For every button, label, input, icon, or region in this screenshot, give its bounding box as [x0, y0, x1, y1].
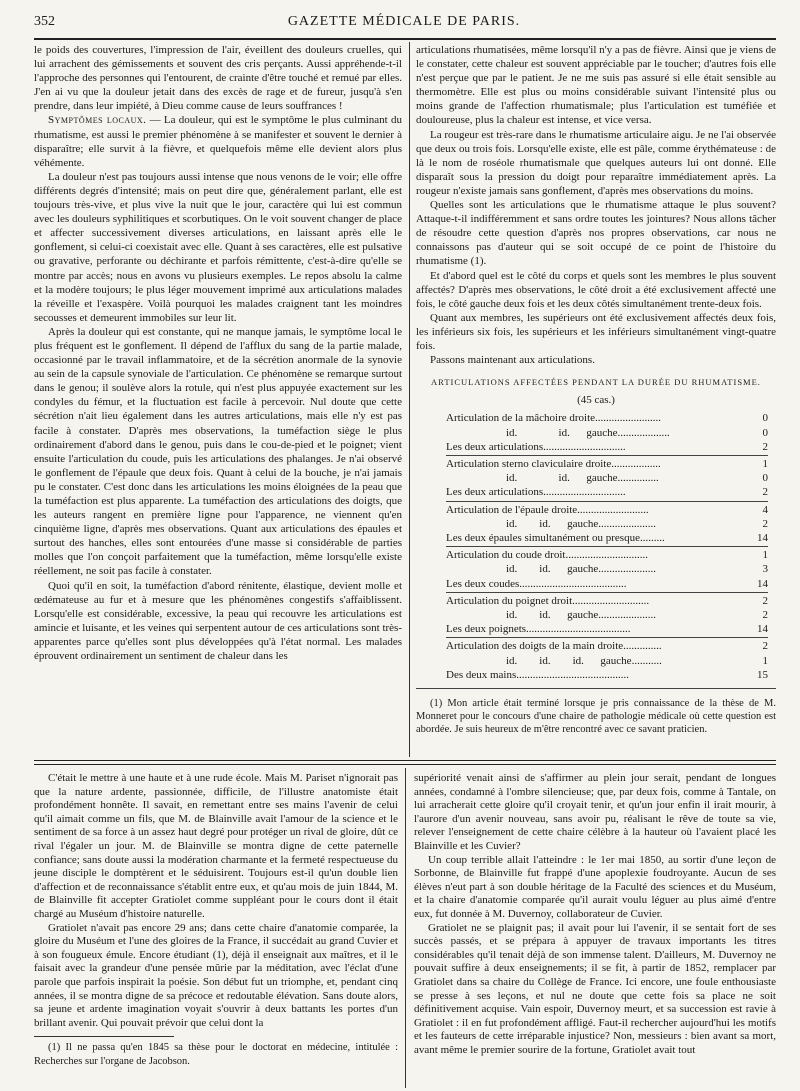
table-cell-value: 2	[762, 517, 768, 530]
left-column	[34, 43, 402, 663]
table-cell-value: 1	[762, 549, 768, 562]
table-cell-label: Les deux articulations..............................	[446, 486, 626, 499]
header-rule	[34, 38, 776, 40]
table-row	[446, 440, 768, 454]
table-cell-value: 2	[762, 640, 768, 653]
table-cell-label: Articulation des doigts de la main droite..............	[446, 640, 662, 653]
table-cell-value: 14	[757, 531, 768, 544]
paragraph: Gratiolet n'avait pas encore 29 ans; dans cette chaire d'anatomie comparée, la gloire du Muséum et l'une des gloires de la France, il succédait au grand Cuvier et à son fougueux émule. Encore étudiant (1), déjà il enseignait aux maîtres, et il le faisait avec la grandeur d'une pensée mûrie par la méditation, avec l'éclat d'une parole que parfois inspirait la poésie. Son début fut un triomphe, et, pendant cinq années, il se montra digne de sa précoce et redoutable élévation. Sans doute alors, sa jeune et ardente imagination voyait s'ouvrir à deux battants les portes d'un brillant avenir. Qui pouvait prévoir que celui dont la	[34, 921, 398, 1029]
table-cell-label: Articulation de l'épaule droite..........................	[446, 503, 649, 516]
table-cell-label: id. id. gauche.....................	[506, 608, 657, 621]
table-cell-value: 1	[762, 457, 768, 470]
column-divider-bottom	[405, 768, 406, 1088]
column-divider-top	[409, 42, 410, 757]
paragraph: Gratiolet ne se plaignit pas; il avait pour lui l'avenir, il se sentait fort de ses succès passés, et se prépara à appuyer de travaux importants les titres considérables qu'il tenait déjà de son immense talent. D'ailleurs, M. Duvernoy ne pouvait suffire à deux enseignements; il se fit, à partir de 1852, remplacer par Gratiolet dans sa chaire du Collège de France. Ici encore, une foule enthousiaste se presse à ses leçons, et nul ne doute que cette fois sa place ne soit définitivement acquise. Vain espoir, Duvernoy meurt, et sa succession est ravie à Gratiolet : il en fut profondément affligé. Faut-il rechercher aujourd'hui les motifs et les fauteurs de cette irréparable injustice? Non, messieurs : bien avant sa mort, avant même le premier sourire de la fortune, Gratiolet avait tout	[414, 921, 776, 1056]
paragraph-text: — La douleur, qui est le symptôme le plus culminant du rhumatisme, est aussi le premier phénomène à se manifester et souvent le dernier à disparaître; elle survit à la fièvre, et quelquefois même elle devient alors plus véhémente.	[34, 114, 402, 169]
table-cell-value: 2	[762, 608, 768, 621]
table-cell-value: 4	[762, 503, 768, 516]
table-cell-label: Articulation sterno claviculaire droite..................	[446, 457, 661, 470]
footnote: (1) Il ne passa qu'en 1845 sa thèse pour le doctorat en médecine, intitulée : Recherches sur l'organe de Jacobson.	[34, 1042, 398, 1067]
journal-title: GAZETTE MÉDICALE DE PARIS.	[287, 14, 521, 29]
table-cell-value: 1	[762, 654, 768, 667]
page-header	[34, 12, 774, 34]
table-row	[446, 517, 768, 531]
table-cell-label: id. id. gauche...................	[506, 426, 670, 439]
table-cell-label: Articulation du coude droit..............................	[446, 549, 648, 562]
table-subtitle: (45 cas.)	[577, 394, 615, 407]
table-separator	[446, 455, 768, 456]
table-separator	[446, 546, 768, 547]
table-cell-value: 15	[757, 668, 768, 681]
table-cell-label: Les deux articulations..............................	[446, 440, 626, 453]
page-number: 352	[34, 14, 55, 29]
table-cell-label: id. id. gauche.....................	[506, 517, 657, 530]
table-row	[446, 485, 768, 499]
table-cell-value: 14	[757, 623, 768, 636]
paragraph: Quant aux membres, les supérieurs ont été exclusivement affectés deux fois, les inférieurs six fois, les supérieurs et les inférieurs simultanément vingt-quatre fois.	[416, 311, 776, 352]
table-row	[446, 548, 768, 562]
right-column	[416, 43, 776, 736]
table-cell-label: Articulation du poignet droit............................	[446, 594, 650, 607]
paragraph: La douleur n'est pas toujours aussi intense que nous venons de le voir; elle offre différents degrés d'intensité; mais on peut dire que, généralement parlant, elle est toujours très-vive, et plus vive la nuit que le jour, caractère qui lui est commun avec les douleurs syphilitiques et scorbutiques. On le voit souvent changer de place et affecter successivement diverses articulations, en laissant après elle le gonflement, si celui-ci coexistait avec elle. Quant à ses caractères, elle est pulsative ou gravative, perforante ou déchirante et parfois rémittente, c'est-à-dire qu'elle se montre par accès; nous en avons vu plusieurs exemples. Le repos absolu la calme et la modère toujours; le plus léger mouvement imprimé aux articulations malades la réveille et l'exaspère. Voilà pourquoi les malades craignent tant les moindres secousses et demeurent immobiles sur leur lit.	[34, 170, 402, 324]
table-row	[446, 654, 768, 668]
table-row	[446, 471, 768, 485]
paragraph: articulations rhumatisées, même lorsqu'il n'y a pas de fièvre. Ainsi que je viens de le constater, cette chaleur est souvent appréciable par le toucher; d'autres fois elle n'est perçue que par le patient. Je ne me suis pas assuré si elle était sensible au thermomètre. Elle est plus ou moins considérable suivant l'intensité plus ou moins grande de l'affection rhumatismale; plus l'articulation est tuméfiée et douloureuse, plus la chaleur est intense, et vice versa.	[416, 44, 776, 127]
paragraph: C'était le mettre à une haute et à une rude école. Mais M. Pariset n'ignorait pas que la nature ardente, passionnée, difficile, de l'illustre anatomiste était profondément honnête. Il savait, en remettant entre ses mains l'avenir de celui qu'il aimait comme un fils, que M. de Blainville avait l'amour de la science et le sentiment de sa force à un assez haut degré pour protéger un rival de gloire, dût ce rival l'égaler un jour. M. de Blainville se montra digne de cette paternelle confiance; sans doute aussi la modération charmante et la fermeté respectueuse du jeune disciple le domptèrent et le séduisirent. Toujours est-il qu'un double lien d'affection et de reconnaissance s'établit entre eux, et qu'au mois de juin 1844, M. de Blainville fit accepter Gratiolet comme suppléant pour le cours dont il était chargé au Muséum d'histoire naturelle.	[34, 772, 398, 920]
table-row	[446, 503, 768, 517]
table-row	[446, 531, 768, 545]
paragraph: supériorité venait ainsi de s'affirmer au plein jour serait, pendant de longues années, condamné à l'ombre silencieuse; que, par deux fois, comme à Tantale, on lui arracherait cette gloire qu'il croyait tenir, et qu'un jour enfin il irait mourir, à l'aurore d'un avenir nouveau, sans avoir pu, réalisant le rêve de toute sa vie, relever l'enseignement de cette chaire célèbre à la hauteur où l'avaient placé les Blainville et les Cuvier?	[414, 772, 776, 852]
paragraph: La rougeur est très-rare dans le rhumatisme articulaire aigu. Je ne l'ai observée que deux ou trois fois. Lorsqu'elle existe, elle est pâle, comme érythémateuse : de là le nom de roséole rhumatismale que quelques auteurs lui ont donné. Elle disparaît sous la pression du doigt pour reparaître immédiatement après. La rougeur n'existe jamais sans gonflement, d'après mes observations du moins.	[416, 128, 776, 197]
table-cell-value: 2	[762, 594, 768, 607]
table-cell-label: id. id. gauche.....................	[506, 563, 657, 576]
table-cell-label: Les deux coudes.......................................	[446, 577, 627, 590]
table-cell-label: id. id. id. gauche...........	[506, 654, 662, 667]
table-cell-label: Des deux mains.........................................	[446, 668, 630, 681]
section-rule	[34, 760, 776, 761]
table-row	[446, 457, 768, 471]
table-cell-label: id. id. gauche...............	[506, 472, 659, 485]
footnote-rule	[416, 688, 776, 689]
table-row	[446, 639, 768, 653]
table-cell-value: 3	[762, 563, 768, 576]
table-separator	[446, 637, 768, 638]
paragraph: Quelles sont les articulations que le rhumatisme attaque le plus souvent? Attaque-t-il indifféremment et sans ordre toutes les jointures? Nous allons tâcher de résoudre cette question d'après nos propres observations, car nous ne connaissons pas d'auteur qui se soit occupé de ce point de l'histoire du rhumatisme (1).	[416, 199, 776, 268]
table-cell-value: 0	[762, 472, 768, 485]
paragraph: le poids des couvertures, l'impression de l'air, éveillent des douleurs cruelles, qui lui arrachent des gémissements et souvent des cris perçants. Aussi appréhende-t-il l'approche des personnes qui l'entourent, de crainte d'être touché et remué par elles. J'en ai vu que la douleur jetait dans des excès de rage et de fureur, jusqu'à s'en prendre, dans leur impiété, à Dieu comme cause de leurs souffrances !	[34, 44, 402, 113]
table-cell-label: Les deux poignets......................................	[446, 623, 631, 636]
table-row	[446, 426, 768, 440]
table-separator	[446, 592, 768, 593]
bottom-left-column	[34, 772, 398, 1068]
table-cell-label: Les deux épaules simultanément ou presque.........	[446, 531, 665, 544]
table-cell-value: 14	[757, 577, 768, 590]
table-cell-value: 2	[762, 486, 768, 499]
table-row	[446, 562, 768, 576]
table-cell-value: 0	[762, 412, 768, 425]
paragraph: Et d'abord quel est le côté du corps et quels sont les membres le plus souvent affectés? D'après mes observations, le côté droit a été exclusivement affecté une fois, le côté gauche deux fois et les deux côtés simultanément trente-deux fois.	[416, 269, 776, 310]
bottom-right-column	[414, 772, 776, 1057]
table-row	[446, 594, 768, 608]
paragraph: Passons maintenant aux articulations.	[430, 354, 595, 367]
paragraph: Après la douleur qui est constante, qui ne manque jamais, le symptôme local le plus fréquent est le gonflement. Il dépend de l'afflux du sang de la partie malade, occasionné par le travail inflammatoire, et de la sécrétion anormale de la synovie au sein de la capsule synoviale de l'articulation. Ce phénomène se remarque surtout dans le genou; il soulève alors la rotule, qui n'est plus appuyée exactement sur les condyles du fémur, et la fluctuation est facile à percevoir. Nul doute que cette sécrétion n'ait lieu également dans les autres articulations, mais elle n'y est pas facile à constater. D'après mes observations, la tuméfaction siège le plus ordinairement d'abord dans le genou, puis dans le cou-de-pied et le poignet; vient ensuite l'articulation du coude, puis les articulations des phalanges. Je n'ai observé le gonflement de l'épaule que deux fois. Quant à celui de la bouche, je n'ai jamais pu le constater. C'est donc dans les articulations les moins éloignées de la peau que la tuméfaction est plus apparente. La tuméfaction des articulations des doigts, que les auteurs rangent en première ligne pour l'apparence, ne viennent qu'en cinquième ligne, d'après mes observations. Quant aux articulations des épaules et surtout des hanches, elles sont entourées d'une masse si considérable de parties molles que l'on conçoit parfaitement que la tuméfaction, même lorsqu'elle existe réellement, ne soit pas facile à constater.	[34, 325, 402, 578]
table-cell-value: 2	[762, 440, 768, 453]
table-title: ARTICULATIONS AFFECTÉES PENDANT LA DURÉE DU RHUMATISME.	[431, 377, 761, 388]
table-cell-value: 0	[762, 426, 768, 439]
paragraph: Quoi qu'il en soit, la tuméfaction d'abord rénitente, élastique, devient molle et œdémateuse au fur et à mesure que les phénomènes congestifs s'affaiblissent. Lorsqu'elle est considérable, excessive, la peau qui recouvre les articulations est amincie et luisante, et les veines qui serpentent autour de ces articulations sont très-apparentes parce qu'elles sont plus développées qu'à l'état normal. Les malades éprouvent ordinairement un sentiment de chaleur dans les	[34, 579, 402, 663]
table-separator	[446, 501, 768, 502]
table-row	[446, 622, 768, 636]
section-label: Symptômes locaux.	[48, 114, 147, 127]
table-row	[446, 608, 768, 622]
section-rule-thin	[34, 764, 776, 765]
footnote: (1) Mon article était terminé lorsque je pris connaissance de la thèse de M. Monneret pour le concours d'une chaire de pathologie médicale où cette question est abordée. Je suis heureux de m'être rencontré avec ce savant praticien.	[416, 698, 776, 735]
footnote-rule	[34, 1036, 174, 1037]
articulations-table	[416, 411, 776, 682]
table-row	[446, 668, 768, 682]
table-row	[446, 411, 768, 425]
table-cell-label: Articulation de la mâchoire droite........................	[446, 412, 662, 425]
table-row	[446, 577, 768, 591]
paragraph-symptomes	[34, 113, 402, 169]
paragraph: Un coup terrible allait l'atteindre : le 1er mai 1850, au sortir d'une leçon de Sorbonne, de Blainville fut frappé d'une apoplexie foudroyante. Aucun de ses élèves n'eut part à son double héritage de la Faculté des sciences et du Muséum, et la chaire d'anatomie comparée qu'il aurait voulu léguer au plus aimé d'entre eux, fut donnée à M. Duvernoy, collaborateur de Cuvier.	[414, 853, 776, 920]
